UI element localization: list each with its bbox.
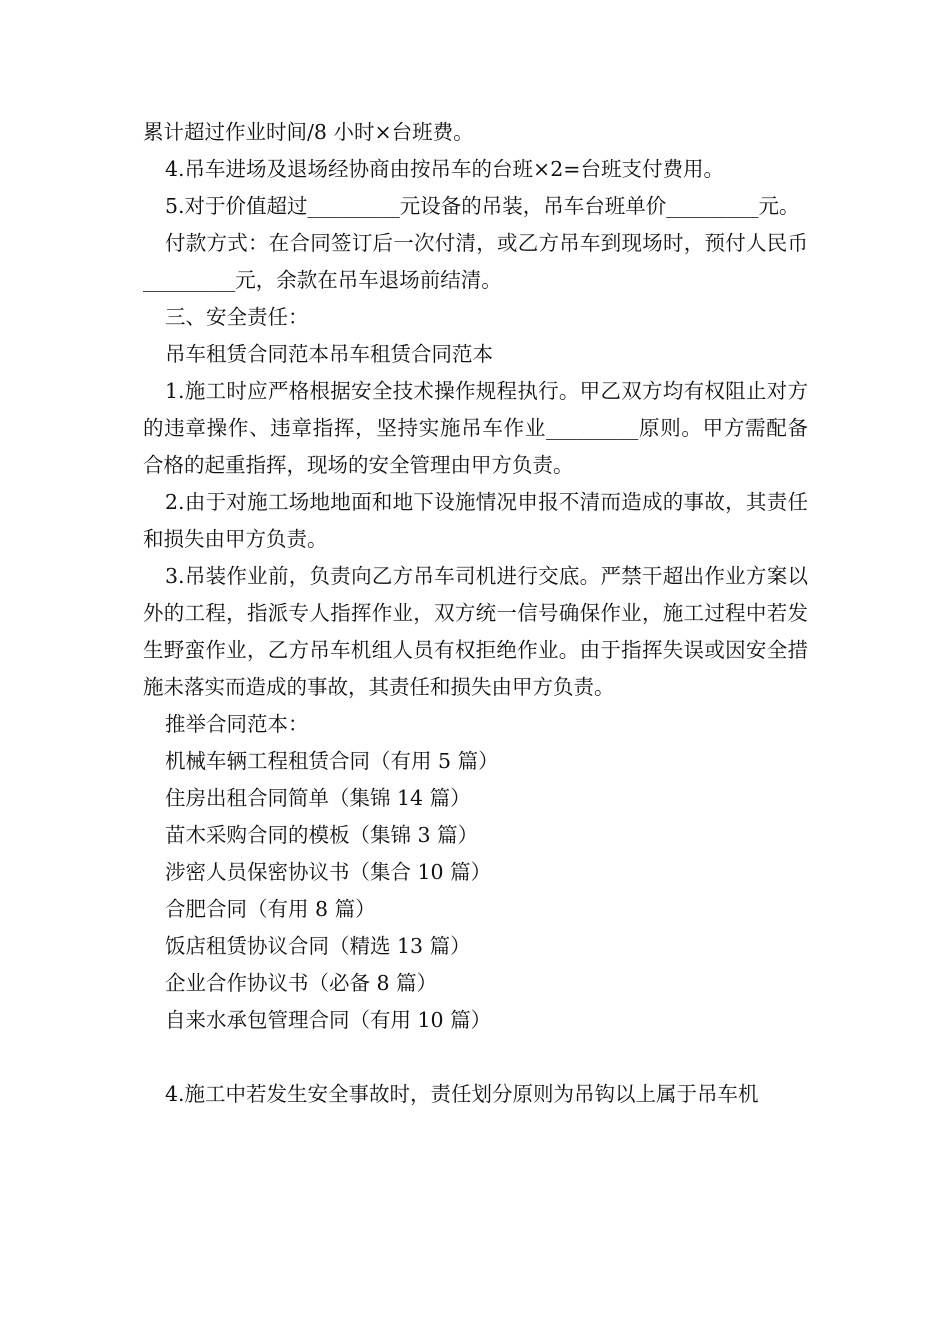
paragraph-safety-rule-1: 1.施工时应严格根据安全技术操作规程执行。甲乙双方均有权阻止对方的违章操作、违章指挥，坚持实施吊车作业_________原则。甲方需配备合格的起重指挥，现场的安全管理由甲方负责。 (143, 379, 808, 477)
blank-line (143, 1039, 808, 1076)
paragraph-overtime-fee: 累计超过作业时间/8 小时×台班费。 (143, 120, 474, 144)
recommend-item[interactable]: 企业合作协议书（必备 8 篇） (165, 971, 438, 995)
recommend-item[interactable]: 住房出租合同简单（集锦 14 篇） (165, 786, 471, 810)
paragraph-safety-rule-2: 2.由于对施工场地地面和地下设施情况申报不清而造成的事故，其责任和损失由甲方负责。 (143, 490, 808, 551)
recommend-item[interactable]: 苗木采购合同的模板（集锦 3 篇） (165, 823, 479, 847)
paragraph-safety-rule-3: 3.吊装作业前，负责向乙方吊车司机进行交底。严禁干超出作业方案以外的工程，指派专人指挥作业，双方统一信号确保作业，施工过程中若发生野蛮作业，乙方吊车机组人员有权拒绝作业。由于指挥失误或因安全措施未落实而造成的事故，其责任和损失由甲方负责。 (143, 564, 808, 699)
paragraph-payment-method: 付款方式：在合同签订后一次付清，或乙方吊车到现场时，预付人民币_________元，余款在吊车退场前结清。 (143, 231, 808, 292)
recommend-item[interactable]: 机械车辆工程租赁合同（有用 5 篇） (165, 749, 499, 773)
document-body (143, 114, 808, 1113)
recommend-heading: 推举合同范本： (165, 712, 309, 736)
paragraph-safety-rule-4: 4.施工中若发生安全事故时，责任划分原则为吊钩以上属于吊车机 (165, 1082, 759, 1106)
paragraph-entry-exit-fee: 4.吊车进场及退场经协商由按吊车的台班×2=台班支付费用。 (165, 157, 724, 181)
recommend-item[interactable]: 涉密人员保密协议书（集合 10 篇） (165, 860, 492, 884)
recommend-item[interactable]: 自来水承包管理合同（有用 10 篇） (165, 1008, 492, 1032)
paragraph-contract-template-title: 吊车租赁合同范本吊车租赁合同范本 (165, 342, 493, 366)
paragraph-equipment-value: 5.对于价值超过_________元设备的吊装，吊车台班单价_________元。 (165, 194, 800, 218)
section-heading-safety: 三、安全责任： (165, 305, 309, 329)
recommend-list (143, 743, 808, 1039)
recommend-item[interactable]: 饭店租赁协议合同（精选 13 篇） (165, 934, 471, 958)
recommend-item[interactable]: 合肥合同（有用 8 篇） (165, 897, 376, 921)
